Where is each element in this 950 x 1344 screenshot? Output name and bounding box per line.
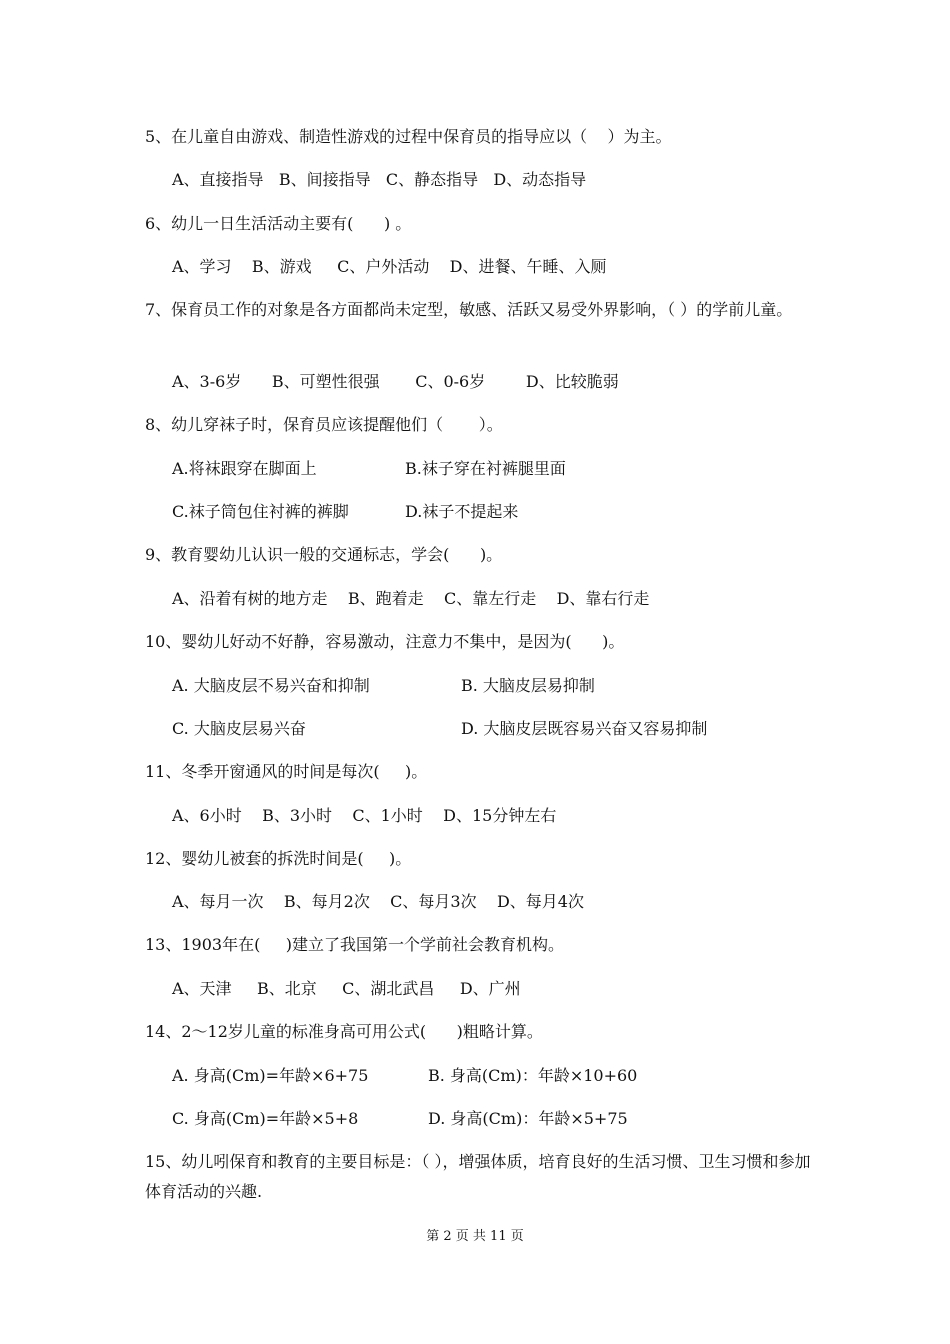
question-5-options: A、直接指导 B、间接指导 C、静态指导 D、动态指导 — [172, 170, 587, 189]
question-14-stem: 14、2～12岁儿童的标准身高可用公式( )粗略计算。 — [145, 1022, 543, 1041]
question-6-stem: 6、幼儿一日生活活动主要有( ) 。 — [145, 214, 412, 233]
question-5-stem: 5、在儿童自由游戏、制造性游戏的过程中保育员的指导应以（ ）为主。 — [145, 127, 672, 146]
question-7-options: A、3-6岁 B、可塑性很强 C、0-6岁 D、比较脆弱 — [172, 372, 619, 391]
question-7-stem: 7、保育员工作的对象是各方面都尚未定型，敏感、活跃又易受外界影响，（ ）的学前儿童。 — [145, 300, 793, 319]
question-8-stem: 8、幼儿穿袜子时，保育员应该提醒他们（ ）。 — [145, 415, 503, 434]
question-8-option-c: C.袜子筒包住衬裤的裤脚 — [172, 502, 349, 521]
question-10-option-a: A. 大脑皮层不易兴奋和抑制 — [172, 676, 370, 695]
question-10-stem: 10、婴幼儿好动不好静，容易激动，注意力不集中，是因为( )。 — [145, 632, 625, 651]
question-10-option-c: C. 大脑皮层易兴奋 — [172, 719, 306, 738]
question-9-stem: 9、教育婴幼儿认识一般的交通标志，学会( )。 — [145, 545, 503, 564]
question-13-options: A、天津 B、北京 C、湖北武昌 D、广州 — [172, 979, 521, 998]
question-14-option-b: B. 身高(Cm)：年龄×10+60 — [428, 1066, 638, 1085]
question-8-option-a: A.将袜跟穿在脚面上 — [172, 459, 317, 478]
question-12-options: A、每月一次 B、每月2次 C、每月3次 D、每月4次 — [172, 892, 584, 911]
question-11-options: A、6小时 B、3小时 C、1小时 D、15分钟左右 — [172, 806, 557, 825]
question-14-option-c: C. 身高(Cm)=年龄×5+8 — [172, 1109, 359, 1128]
question-13-stem: 13、1903年在( )建立了我国第一个学前社会教育机构。 — [145, 935, 564, 954]
question-6-options: A、学习 B、游戏 C、户外活动 D、进餐、午睡、入厕 — [172, 257, 607, 276]
question-9-options: A、沿着有树的地方走 B、跑着走 C、靠左行走 D、靠右行走 — [172, 589, 650, 608]
question-10-option-b: B. 大脑皮层易抑制 — [461, 676, 595, 695]
question-11-stem: 11、冬季开窗通风的时间是每次( )。 — [145, 762, 428, 781]
question-14-option-d: D. 身高(Cm)：年龄×5+75 — [428, 1109, 628, 1128]
question-8-option-d: D.袜子不提起来 — [405, 502, 519, 521]
question-12-stem: 12、婴幼儿被套的拆洗时间是( )。 — [145, 849, 412, 868]
question-10-option-d: D. 大脑皮层既容易兴奋又容易抑制 — [461, 719, 708, 738]
question-14-option-a: A. 身高(Cm)=年龄×6+75 — [172, 1066, 369, 1085]
question-8-option-b: B.袜子穿在衬裤腿里面 — [405, 459, 566, 478]
question-15-stem: 15、幼儿吲保育和教育的主要目标是：（ ），增强体质，培育良好的生活习惯、卫生习惯和参加体育活动的兴趣. — [145, 1152, 811, 1201]
page-number-footer: 第 2 页 共 11 页 — [426, 1229, 524, 1244]
